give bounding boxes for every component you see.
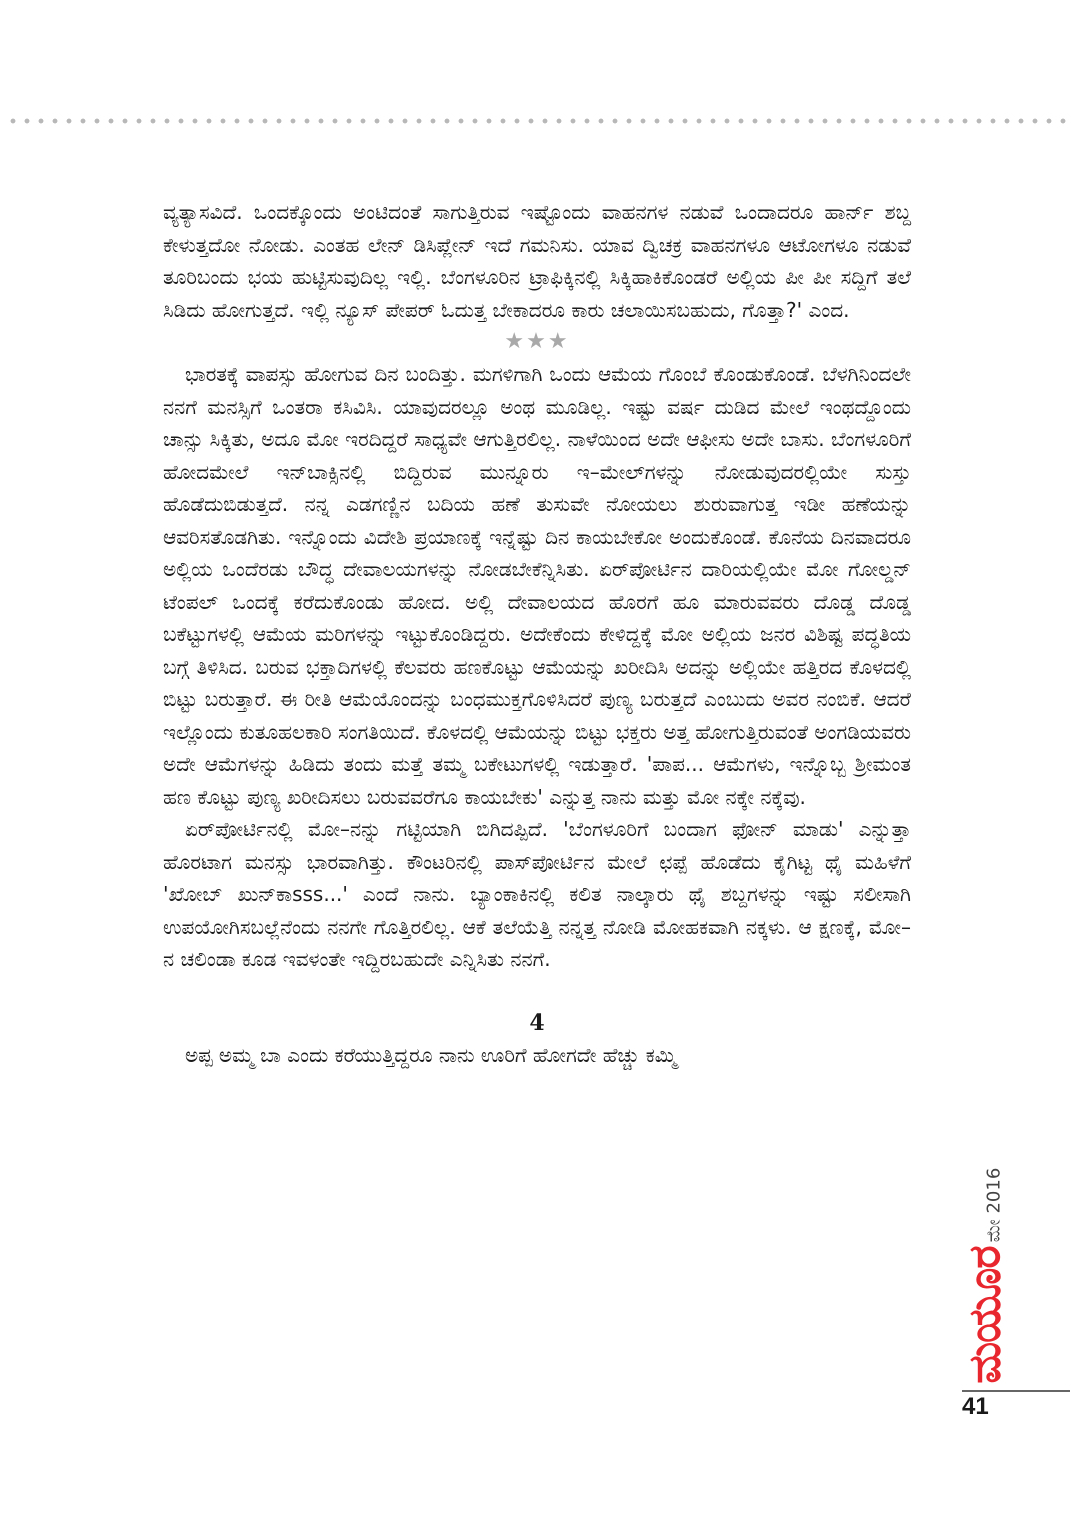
paragraph: ವ್ಯತ್ಯಾಸವಿದೆ. ಒಂದಕ್ಕೊಂದು ಅಂಟಿದಂತೆ ಸಾಗುತ್ತಿರುವ ಇಷ್ಟೊಂದು ವಾಹನಗಳ ನಡುವೆ ಒಂದಾದರೂ ಹಾರ್ನ್ ಶಬ್ದ ಕೇಳುತ್ತದೋ ನೋಡು. ಎಂತಹ ಲೇನ್ ಡಿಸಿಪ್ಲೇನ್ ಇದೆ ಗಮನಿಸು. ಯಾವ ದ್ವಿಚಕ್ರ ವಾಹನಗಳೂ ಆಟೋಗಳೂ ನಡುವೆ ತೂರಿಬಂದು ಭಯ ಹುಟ್ಟಿಸುವುದಿಲ್ಲ ಇಲ್ಲಿ. ಬೆಂಗಳೂರಿನ ಟ್ರಾಫಿಕ್ಕಿನಲ್ಲಿ ಸಿಕ್ಕಿಹಾಕಿಕೊಂಡರೆ ಅಲ್ಲಿಯ ಪೀ ಪೀ ಸದ್ದಿಗೆ ತಲೆ ಸಿಡಿದು ಹೋಗುತ್ತದೆ. ಇಲ್ಲಿ ನ್ಯೂಸ್ ಪೇಪರ್ ಓದುತ್ತ ಬೇಕಾದರೂ ಕಾರು ಚಲಾಯಿಸಬಹುದು, ಗೊತ್ತಾ?' ಎಂದ.	[163, 200, 911, 322]
issue-date: ಮೇ 2016	[983, 1167, 1005, 1243]
magazine-masthead-logo: ಮಯೂರ	[959, 1246, 1011, 1384]
section-separator-stars: ★★★	[504, 329, 570, 354]
paragraph: ಭಾರತಕ್ಕೆ ವಾಪಸ್ಸು ಹೋಗುವ ದಿನ ಬಂದಿತ್ತು. ಮಗಳಿಗಾಗಿ ಒಂದು ಆಮೆಯ ಗೊಂಬೆ ಕೊಂಡುಕೊಂಡೆ. ಬೆಳಗಿನಿಂದಲೇ ನನಗೆ ಮನಸ್ಸಿಗೆ ಒಂತರಾ ಕಸಿವಿಸಿ. ಯಾವುದರಲ್ಲೂ ಅಂಥ ಮೂಡಿಲ್ಲ. ಇಷ್ಟು ವರ್ಷ ದುಡಿದ ಮೇಲೆ ಇಂಥದ್ದೊಂದು ಚಾನ್ಸು ಸಿಕ್ಕಿತು, ಅದೂ ಮೋ ಇರದಿದ್ದರೆ ಸಾಧ್ಯವೇ ಆಗುತ್ತಿರಲಿಲ್ಲ. ನಾಳೆಯಿಂದ ಅದೇ ಆಫೀಸು ಅದೇ ಬಾಸು. ಬೆಂಗಳೂರಿಗೆ ಹೋದಮೇಲೆ ಇನ್‌ಬಾಕ್ಸಿನಲ್ಲಿ ಬಿದ್ದಿರುವ ಮುನ್ನೂರು ಇ–ಮೇಲ್‌ಗಳನ್ನು ನೋಡುವುದರಲ್ಲಿಯೇ ಸುಸ್ತು ಹೊಡೆದುಬಿಡುತ್ತದೆ. ನನ್ನ ಎಡಗಣ್ಣಿನ ಬದಿಯ ಹಣೆ ತುಸುವೇ ನೋಯಲು ಶುರುವಾಗುತ್ತ ಇಡೀ ಹಣೆಯನ್ನು ಆವರಿಸತೊಡಗಿತು. ಇನ್ನೊಂದು ವಿದೇಶಿ ಪ್ರಯಾಣಕ್ಕೆ ಇನ್ನೆಷ್ಟು ದಿನ ಕಾಯಬೇಕೋ ಅಂದುಕೊಂಡೆ. ಕೊನೆಯ ದಿನವಾದರೂ ಅಲ್ಲಿಯ ಒಂದೆರಡು ಬೌದ್ಧ ದೇವಾಲಯಗಳನ್ನು ನೋಡಬೇಕೆನ್ನಿಸಿತು. ಏರ್‌ಪೋರ್ಟಿನ ದಾರಿಯಲ್ಲಿಯೇ ಮೋ ಗೋಲ್ಡನ್ ಟೆಂಪಲ್ ಒಂದಕ್ಕೆ ಕರೆದುಕೊಂಡು ಹೋದ. ಅಲ್ಲಿ ದೇವಾಲಯದ ಹೊರಗೆ ಹೂ ಮಾರುವವರು ದೊಡ್ಡ ದೊಡ್ಡ ಬಕೆಟ್ಟುಗಳಲ್ಲಿ ಆಮೆಯ ಮರಿಗಳನ್ನು ಇಟ್ಟುಕೊಂಡಿದ್ದರು. ಅದೇಕೆಂದು ಕೇಳಿದ್ದಕ್ಕೆ ಮೋ ಅಲ್ಲಿಯ ಜನರ ವಿಶಿಷ್ಟ ಪದ್ಧತಿಯ ಬಗ್ಗೆ ತಿಳಿಸಿದ. ಬರುವ ಭಕ್ತಾದಿಗಳಲ್ಲಿ ಕೆಲವರು ಹಣಕೊಟ್ಟು ಆಮೆಯನ್ನು ಖರೀದಿಸಿ ಅದನ್ನು ಅಲ್ಲಿಯೇ ಹತ್ತಿರದ ಕೊಳದಲ್ಲಿ ಬಿಟ್ಟು ಬರುತ್ತಾರೆ. ಈ ರೀತಿ ಆಮೆಯೊಂದನ್ನು ಬಂಧಮುಕ್ತಗೊಳಿಸಿದರೆ ಪುಣ್ಯ ಬರುತ್ತದೆ ಎಂಬುದು ಅವರ ನಂಬಿಕೆ. ಆದರೆ ಇಲ್ಲೊಂದು ಕುತೂಹಲಕಾರಿ ಸಂಗತಿಯಿದೆ. ಕೊಳದಲ್ಲಿ ಆಮೆಯನ್ನು ಬಿಟ್ಟು ಭಕ್ತರು ಅತ್ತ ಹೋಗುತ್ತಿರುವಂತೆ ಅಂಗಡಿಯವರು ಅದೇ ಆಮೆಗಳನ್ನು ಹಿಡಿದು ತಂದು ಮತ್ತೆ ತಮ್ಮ ಬಕೇಟುಗಳಲ್ಲಿ ಇಡುತ್ತಾರೆ. 'ಪಾಪ... ಆಮೆಗಳು, ಇನ್ನೊಬ್ಬ ಶ್ರೀಮಂತ ಹಣ ಕೊಟ್ಟು ಪುಣ್ಯ ಖರೀದಿಸಲು ಬರುವವರೆಗೂ ಕಾಯಬೇಕು' ಎನ್ನುತ್ತ ನಾನು ಮತ್ತು ಮೋ ನಕ್ಕೇ ನಕ್ಕೆವು.	[163, 362, 911, 809]
footer-divider	[962, 1390, 1070, 1392]
page-number: 41	[962, 1393, 989, 1420]
paragraph: ಏರ್‌ಪೋರ್ಟಿನಲ್ಲಿ ಮೋ–ನನ್ನು ಗಟ್ಟಿಯಾಗಿ ಬಿಗಿದಪ್ಪಿದೆ. 'ಬೆಂಗಳೂರಿಗೆ ಬಂದಾಗ ಫೋನ್ ಮಾಡು' ಎನ್ನುತ್ತಾ ಹೊರಟಾಗ ಮನಸ್ಸು ಭಾರವಾಗಿತ್ತು. ಕೌಂಟರಿನಲ್ಲಿ ಪಾಸ್‌ಪೋರ್ಟಿನ ಮೇಲೆ ಛಪ್ಪೆ ಹೊಡೆದು ಕೈಗಿಟ್ಟ ಥೈ ಮಹಿಳೆಗೆ 'ಖೋಬ್ ಖುನ್‌ಕಾsss...' ಎಂದೆ ನಾನು. ಬ್ಯಾಂಕಾಕಿನಲ್ಲಿ ಕಲಿತ ನಾಲ್ಕಾರು ಥೈ ಶಬ್ದಗಳನ್ನು ಇಷ್ಟು ಸಲೀಸಾಗಿ ಉಪಯೋಗಿಸಬಲ್ಲೆನೆಂದು ನನಗೇ ಗೊತ್ತಿರಲಿಲ್ಲ. ಆಕೆ ತಲೆಯೆತ್ತಿ ನನ್ನತ್ತ ನೋಡಿ ಮೋಹಕವಾಗಿ ನಕ್ಕಳು. ಆ ಕ್ಷಣಕ್ಕೆ, ಮೋ– ನ ಚಲಿಂಡಾ ಕೂಡ ಇವಳಂತೇ ಇದ್ದಿರಬಹುದೇ ಎನ್ನಿಸಿತು ನನಗೆ.	[163, 817, 911, 971]
article-body	[163, 196, 911, 1071]
chapter-number: 4	[529, 1009, 545, 1036]
dotted-header-rule	[6, 117, 1066, 125]
paragraph: ಅಪ್ಪ ಅಮ್ಮ ಬಾ ಎಂದು ಕರೆಯುತ್ತಿದ್ದರೂ ನಾನು ಊರಿಗೆ ಹೋಗದೇ ಹೆಚ್ಚು ಕಮ್ಮಿ	[185, 1042, 677, 1067]
